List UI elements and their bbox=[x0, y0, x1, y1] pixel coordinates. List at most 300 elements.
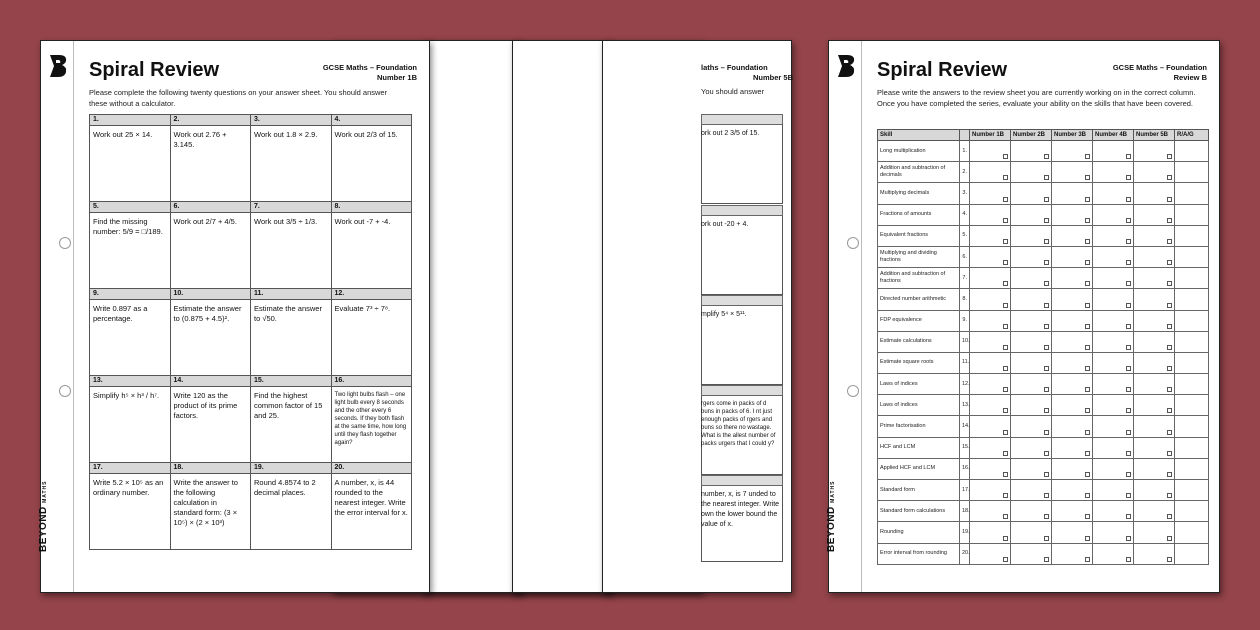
mark-checkbox[interactable] bbox=[1044, 430, 1049, 435]
answer-cell[interactable] bbox=[1093, 395, 1134, 416]
mark-checkbox[interactable] bbox=[1167, 451, 1172, 456]
skill-index: 20. bbox=[960, 543, 970, 564]
mark-checkbox[interactable] bbox=[1003, 154, 1008, 159]
mark-checkbox[interactable] bbox=[1003, 493, 1008, 498]
answer-cell[interactable] bbox=[970, 183, 1011, 204]
mark-checkbox[interactable] bbox=[1044, 303, 1049, 308]
rag-cell[interactable] bbox=[1175, 141, 1209, 162]
answer-cell[interactable] bbox=[1134, 352, 1175, 373]
mark-checkbox[interactable] bbox=[1167, 557, 1172, 562]
back-page-question: rgers come in packs of d buns in packs of 6. I nt just enough packs of rgers and buns so there no wastage. What is the allest number of packs urgers that I could y? bbox=[701, 401, 776, 447]
answer-cell[interactable] bbox=[970, 141, 1011, 162]
mark-checkbox[interactable] bbox=[1085, 514, 1090, 519]
answer-cell[interactable] bbox=[970, 352, 1011, 373]
rag-cell[interactable] bbox=[1175, 437, 1209, 458]
answer-cell[interactable] bbox=[1134, 183, 1175, 204]
answer-cell[interactable] bbox=[1093, 246, 1134, 267]
answer-cell[interactable] bbox=[1011, 374, 1052, 395]
mark-checkbox[interactable] bbox=[1044, 345, 1049, 350]
answer-cell[interactable] bbox=[970, 522, 1011, 543]
question-text: Write 5.2 × 10⁵ as an ordinary number. bbox=[90, 474, 171, 550]
answer-cell[interactable] bbox=[970, 246, 1011, 267]
rag-cell[interactable] bbox=[1175, 543, 1209, 564]
mark-checkbox[interactable] bbox=[1085, 260, 1090, 265]
question-text: Find the highest common factor of 15 and 25. bbox=[251, 387, 332, 463]
answer-cell[interactable] bbox=[1011, 331, 1052, 352]
rag-cell[interactable] bbox=[1175, 395, 1209, 416]
mark-checkbox[interactable] bbox=[1003, 324, 1008, 329]
mark-checkbox[interactable] bbox=[1126, 451, 1131, 456]
mark-checkbox[interactable] bbox=[1167, 281, 1172, 286]
mark-checkbox[interactable] bbox=[1126, 408, 1131, 413]
mark-checkbox[interactable] bbox=[1003, 239, 1008, 244]
answer-cell[interactable] bbox=[1134, 374, 1175, 395]
answer-cell[interactable] bbox=[1134, 522, 1175, 543]
skill-name: Error interval from rounding bbox=[878, 543, 960, 564]
answer-cell[interactable] bbox=[1011, 501, 1052, 522]
answer-cell[interactable] bbox=[1011, 522, 1052, 543]
review-row bbox=[878, 289, 1209, 310]
mark-checkbox[interactable] bbox=[1044, 175, 1049, 180]
answer-cell[interactable] bbox=[1052, 331, 1093, 352]
mark-checkbox[interactable] bbox=[1085, 408, 1090, 413]
skill-name: Multiplying decimals bbox=[878, 183, 960, 204]
answer-cell[interactable] bbox=[970, 480, 1011, 501]
skill-name: Rounding bbox=[878, 522, 960, 543]
mark-checkbox[interactable] bbox=[1085, 536, 1090, 541]
mark-checkbox[interactable] bbox=[1126, 472, 1131, 477]
answer-cell[interactable] bbox=[970, 331, 1011, 352]
mark-checkbox[interactable] bbox=[1126, 260, 1131, 265]
skill-index: 9. bbox=[960, 310, 970, 331]
question-text: Work out 3/5 ÷ 1/3. bbox=[251, 213, 332, 289]
review-column-header: Number 2B bbox=[1011, 130, 1052, 141]
review-column-header: R/A/G bbox=[1175, 130, 1209, 141]
skill-index: 2. bbox=[960, 162, 970, 183]
mark-checkbox[interactable] bbox=[1044, 197, 1049, 202]
skill-name: Directed number arithmetic bbox=[878, 289, 960, 310]
answer-cell[interactable] bbox=[1134, 437, 1175, 458]
answer-cell[interactable] bbox=[1093, 331, 1134, 352]
answer-cell[interactable] bbox=[970, 204, 1011, 225]
answer-cell[interactable] bbox=[1011, 458, 1052, 479]
mark-checkbox[interactable] bbox=[1044, 408, 1049, 413]
rag-cell[interactable] bbox=[1175, 416, 1209, 437]
mark-checkbox[interactable] bbox=[1167, 472, 1172, 477]
question-text: Work out 2/7 + 4/5. bbox=[170, 213, 251, 289]
question-text: Write 0.897 as a percentage. bbox=[90, 300, 171, 376]
answer-cell[interactable] bbox=[1052, 543, 1093, 564]
answer-cell[interactable] bbox=[1011, 225, 1052, 246]
rag-cell[interactable] bbox=[1175, 522, 1209, 543]
answer-cell[interactable] bbox=[1093, 522, 1134, 543]
answer-cell[interactable] bbox=[1011, 480, 1052, 501]
mark-checkbox[interactable] bbox=[1085, 154, 1090, 159]
mark-checkbox[interactable] bbox=[1126, 557, 1131, 562]
skill-name: Equivalent fractions bbox=[878, 225, 960, 246]
mark-checkbox[interactable] bbox=[1126, 175, 1131, 180]
mark-checkbox[interactable] bbox=[1085, 493, 1090, 498]
answer-cell[interactable] bbox=[1093, 352, 1134, 373]
question-text: Work out -7 + -4. bbox=[331, 213, 412, 289]
mark-checkbox[interactable] bbox=[1003, 281, 1008, 286]
question-grid bbox=[89, 114, 412, 550]
mark-checkbox[interactable] bbox=[1044, 451, 1049, 456]
rag-cell[interactable] bbox=[1175, 183, 1209, 204]
answer-cell[interactable] bbox=[970, 437, 1011, 458]
answer-cell[interactable] bbox=[1093, 501, 1134, 522]
rag-cell[interactable] bbox=[1175, 246, 1209, 267]
mark-checkbox[interactable] bbox=[1003, 408, 1008, 413]
mark-checkbox[interactable] bbox=[1044, 557, 1049, 562]
answer-cell[interactable] bbox=[970, 458, 1011, 479]
mark-checkbox[interactable] bbox=[1167, 239, 1172, 244]
question-number: 13. bbox=[90, 376, 171, 387]
mark-checkbox[interactable] bbox=[1044, 514, 1049, 519]
back-page-question: ork out 2 3/5 of 15. bbox=[701, 130, 760, 137]
answer-cell[interactable] bbox=[1052, 416, 1093, 437]
answer-cell[interactable] bbox=[1052, 268, 1093, 289]
answer-cell[interactable] bbox=[1011, 352, 1052, 373]
mark-checkbox[interactable] bbox=[1167, 430, 1172, 435]
mark-checkbox[interactable] bbox=[1085, 175, 1090, 180]
answer-cell[interactable] bbox=[1134, 458, 1175, 479]
mark-checkbox[interactable] bbox=[1126, 239, 1131, 244]
mark-checkbox[interactable] bbox=[1126, 345, 1131, 350]
answer-cell[interactable] bbox=[1011, 268, 1052, 289]
review-row bbox=[878, 162, 1209, 183]
answer-cell[interactable] bbox=[1052, 246, 1093, 267]
answer-cell[interactable] bbox=[1052, 352, 1093, 373]
question-text: Work out 2.76 + 3.145. bbox=[170, 126, 251, 202]
question-text: Estimate the answer to (0.875 + 4.5)². bbox=[170, 300, 251, 376]
answer-cell[interactable] bbox=[970, 162, 1011, 183]
answer-cell[interactable] bbox=[1093, 458, 1134, 479]
skill-name: Standard form bbox=[878, 480, 960, 501]
question-number: 7. bbox=[251, 202, 332, 213]
skill-name: Estimate square roots bbox=[878, 352, 960, 373]
mark-checkbox[interactable] bbox=[1167, 154, 1172, 159]
answer-cell[interactable] bbox=[1134, 246, 1175, 267]
answer-cell[interactable] bbox=[970, 416, 1011, 437]
mark-checkbox[interactable] bbox=[1167, 408, 1172, 413]
answer-cell[interactable] bbox=[1134, 501, 1175, 522]
question-number: 5. bbox=[90, 202, 171, 213]
mark-checkbox[interactable] bbox=[1003, 557, 1008, 562]
mark-checkbox[interactable] bbox=[1126, 281, 1131, 286]
mark-checkbox[interactable] bbox=[1167, 197, 1172, 202]
question-number: 16. bbox=[331, 376, 412, 387]
mark-checkbox[interactable] bbox=[1126, 387, 1131, 392]
rag-cell[interactable] bbox=[1175, 289, 1209, 310]
question-number: 1. bbox=[90, 115, 171, 126]
mark-checkbox[interactable] bbox=[1003, 430, 1008, 435]
mark-checkbox[interactable] bbox=[1167, 175, 1172, 180]
mark-checkbox[interactable] bbox=[1044, 472, 1049, 477]
skill-name: FDP equivalence bbox=[878, 310, 960, 331]
mark-checkbox[interactable] bbox=[1167, 536, 1172, 541]
answer-cell[interactable] bbox=[1011, 246, 1052, 267]
question-text: Evaluate 7³ ÷ 7⁸. bbox=[331, 300, 412, 376]
answer-cell[interactable] bbox=[1134, 310, 1175, 331]
question-number: 14. bbox=[170, 376, 251, 387]
mark-checkbox[interactable] bbox=[1167, 218, 1172, 223]
answer-cell[interactable] bbox=[1052, 374, 1093, 395]
answer-cell[interactable] bbox=[1093, 268, 1134, 289]
mark-checkbox[interactable] bbox=[1126, 303, 1131, 308]
review-row bbox=[878, 268, 1209, 289]
skill-name: HCF and LCM bbox=[878, 437, 960, 458]
answer-cell[interactable] bbox=[1134, 225, 1175, 246]
mark-checkbox[interactable] bbox=[1085, 239, 1090, 244]
answer-cell[interactable] bbox=[1052, 162, 1093, 183]
question-number: 19. bbox=[251, 463, 332, 474]
answer-cell[interactable] bbox=[1134, 480, 1175, 501]
mark-checkbox[interactable] bbox=[1126, 218, 1131, 223]
answer-cell[interactable] bbox=[1093, 204, 1134, 225]
answer-cell[interactable] bbox=[970, 374, 1011, 395]
answer-cell[interactable] bbox=[1052, 225, 1093, 246]
question-number: 2. bbox=[170, 115, 251, 126]
answer-cell[interactable] bbox=[1052, 501, 1093, 522]
question-text: Work out 2/3 of 15. bbox=[331, 126, 412, 202]
answer-cell[interactable] bbox=[1093, 141, 1134, 162]
review-row bbox=[878, 331, 1209, 352]
answer-cell[interactable] bbox=[1011, 416, 1052, 437]
mark-checkbox[interactable] bbox=[1085, 451, 1090, 456]
rag-cell[interactable] bbox=[1175, 480, 1209, 501]
mark-checkbox[interactable] bbox=[1044, 366, 1049, 371]
answer-cell[interactable] bbox=[1093, 289, 1134, 310]
question-text: A number, x, is 44 rounded to the nearest integer. Write the error interval for x. bbox=[331, 474, 412, 550]
back-page-instructions: You should answer bbox=[701, 87, 765, 96]
rag-cell[interactable] bbox=[1175, 268, 1209, 289]
mark-checkbox[interactable] bbox=[1085, 387, 1090, 392]
mark-checkbox[interactable] bbox=[1085, 218, 1090, 223]
mark-checkbox[interactable] bbox=[1003, 366, 1008, 371]
answer-cell[interactable] bbox=[1052, 204, 1093, 225]
answer-cell[interactable] bbox=[1011, 437, 1052, 458]
mark-checkbox[interactable] bbox=[1003, 197, 1008, 202]
back-page-number-row bbox=[701, 114, 783, 125]
question-number: 10. bbox=[170, 289, 251, 300]
answer-cell[interactable] bbox=[1134, 331, 1175, 352]
review-row bbox=[878, 183, 1209, 204]
rag-cell[interactable] bbox=[1175, 331, 1209, 352]
skill-index: 4. bbox=[960, 204, 970, 225]
answer-cell[interactable] bbox=[970, 268, 1011, 289]
rag-cell[interactable] bbox=[1175, 352, 1209, 373]
sidebar bbox=[826, 41, 862, 592]
instructions: Please complete the following twenty questions on your answer sheet. You should answer these without a calculator. bbox=[89, 88, 388, 108]
answer-cell[interactable] bbox=[1011, 310, 1052, 331]
answer-cell[interactable] bbox=[1052, 183, 1093, 204]
review-row bbox=[878, 522, 1209, 543]
answer-cell[interactable] bbox=[1134, 204, 1175, 225]
answer-cell[interactable] bbox=[1052, 458, 1093, 479]
answer-cell[interactable] bbox=[1011, 395, 1052, 416]
answer-cell[interactable] bbox=[1134, 268, 1175, 289]
question-number: 11. bbox=[251, 289, 332, 300]
mark-checkbox[interactable] bbox=[1003, 514, 1008, 519]
rag-cell[interactable] bbox=[1175, 204, 1209, 225]
question-text: Round 4.8574 to 2 decimal places. bbox=[251, 474, 332, 550]
question-number: 4. bbox=[331, 115, 412, 126]
mark-checkbox[interactable] bbox=[1044, 493, 1049, 498]
question-number: 12. bbox=[331, 289, 412, 300]
skill-name: Addition and subtraction of decimals bbox=[878, 162, 960, 183]
rag-cell[interactable] bbox=[1175, 162, 1209, 183]
back-page-number-row bbox=[701, 295, 783, 306]
mark-checkbox[interactable] bbox=[1003, 387, 1008, 392]
mark-checkbox[interactable] bbox=[1003, 536, 1008, 541]
answer-cell[interactable] bbox=[1052, 289, 1093, 310]
answer-cell[interactable] bbox=[970, 501, 1011, 522]
mark-checkbox[interactable] bbox=[1167, 260, 1172, 265]
mark-checkbox[interactable] bbox=[1167, 345, 1172, 350]
answer-cell[interactable] bbox=[1011, 162, 1052, 183]
answer-cell[interactable] bbox=[1011, 204, 1052, 225]
mark-checkbox[interactable] bbox=[1167, 303, 1172, 308]
rag-cell[interactable] bbox=[1175, 310, 1209, 331]
mark-checkbox[interactable] bbox=[1085, 366, 1090, 371]
answer-cell[interactable] bbox=[1052, 480, 1093, 501]
mark-checkbox[interactable] bbox=[1126, 536, 1131, 541]
answer-cell[interactable] bbox=[970, 543, 1011, 564]
answer-cell[interactable] bbox=[1052, 437, 1093, 458]
mark-checkbox[interactable] bbox=[1085, 197, 1090, 202]
question-text: Work out 25 × 14. bbox=[90, 126, 171, 202]
mark-checkbox[interactable] bbox=[1085, 324, 1090, 329]
answer-cell[interactable] bbox=[1134, 543, 1175, 564]
rag-cell[interactable] bbox=[1175, 458, 1209, 479]
mark-checkbox[interactable] bbox=[1085, 557, 1090, 562]
skill-index: 3. bbox=[960, 183, 970, 204]
answer-cell[interactable] bbox=[970, 289, 1011, 310]
answer-cell[interactable] bbox=[1093, 162, 1134, 183]
answer-cell[interactable] bbox=[970, 395, 1011, 416]
skill-name: Laws of indices bbox=[878, 395, 960, 416]
question-text: Two light bulbs flash – one light bulb every 8 seconds and the other every 6 seconds. If they both flash at the same time, how long until they flash together again? bbox=[331, 387, 412, 463]
rag-cell[interactable] bbox=[1175, 501, 1209, 522]
answer-cell[interactable] bbox=[1134, 141, 1175, 162]
mark-checkbox[interactable] bbox=[1167, 387, 1172, 392]
answer-cell[interactable] bbox=[1011, 141, 1052, 162]
answer-cell[interactable] bbox=[1093, 225, 1134, 246]
answer-cell[interactable] bbox=[1134, 416, 1175, 437]
question-text: Write 120 as the product of its prime factors. bbox=[170, 387, 251, 463]
review-row bbox=[878, 204, 1209, 225]
review-row bbox=[878, 543, 1209, 564]
mark-checkbox[interactable] bbox=[1167, 493, 1172, 498]
mark-checkbox[interactable] bbox=[1003, 451, 1008, 456]
back-page-number: Number 5B bbox=[752, 73, 793, 82]
mark-checkbox[interactable] bbox=[1126, 324, 1131, 329]
review-column-header bbox=[960, 130, 970, 141]
answer-cell[interactable] bbox=[1093, 183, 1134, 204]
review-row bbox=[878, 141, 1209, 162]
review-row bbox=[878, 395, 1209, 416]
review-instructions: Please write the answers to the review sheet you are currently working on in the correct column. Once you have completed the series, evaluate your ability on the skills that have been covered. bbox=[877, 88, 1196, 108]
skill-index: 8. bbox=[960, 289, 970, 310]
review-row bbox=[878, 480, 1209, 501]
skill-index: 18. bbox=[960, 501, 970, 522]
mark-checkbox[interactable] bbox=[1003, 345, 1008, 350]
skill-index: 19. bbox=[960, 522, 970, 543]
answer-cell[interactable] bbox=[1093, 437, 1134, 458]
mark-checkbox[interactable] bbox=[1085, 281, 1090, 286]
answer-cell[interactable] bbox=[1134, 395, 1175, 416]
mark-checkbox[interactable] bbox=[1044, 260, 1049, 265]
mark-checkbox[interactable] bbox=[1085, 430, 1090, 435]
answer-cell[interactable] bbox=[1011, 543, 1052, 564]
beyond-b-logo-icon bbox=[47, 53, 69, 79]
mark-checkbox[interactable] bbox=[1044, 536, 1049, 541]
back-page-number-row bbox=[701, 385, 783, 396]
mark-checkbox[interactable] bbox=[1044, 239, 1049, 244]
mark-checkbox[interactable] bbox=[1003, 175, 1008, 180]
skill-name: Multiplying and dividing fractions bbox=[878, 246, 960, 267]
mark-checkbox[interactable] bbox=[1167, 324, 1172, 329]
skill-index: 1. bbox=[960, 141, 970, 162]
mark-checkbox[interactable] bbox=[1044, 324, 1049, 329]
answer-cell[interactable] bbox=[1134, 289, 1175, 310]
review-row bbox=[878, 416, 1209, 437]
mark-checkbox[interactable] bbox=[1003, 303, 1008, 308]
mark-checkbox[interactable] bbox=[1044, 387, 1049, 392]
answer-cell[interactable] bbox=[1093, 416, 1134, 437]
answer-cell[interactable] bbox=[1093, 310, 1134, 331]
answer-cell[interactable] bbox=[1052, 141, 1093, 162]
back-page-number-row bbox=[701, 475, 783, 486]
answer-cell[interactable] bbox=[970, 225, 1011, 246]
answer-cell[interactable] bbox=[1134, 162, 1175, 183]
answer-cell[interactable] bbox=[1093, 374, 1134, 395]
answer-cell[interactable] bbox=[1093, 480, 1134, 501]
mark-checkbox[interactable] bbox=[1167, 514, 1172, 519]
answer-cell[interactable] bbox=[1052, 395, 1093, 416]
mark-checkbox[interactable] bbox=[1085, 472, 1090, 477]
answer-cell[interactable] bbox=[1011, 183, 1052, 204]
mark-checkbox[interactable] bbox=[1085, 303, 1090, 308]
mark-checkbox[interactable] bbox=[1126, 197, 1131, 202]
mark-checkbox[interactable] bbox=[1044, 218, 1049, 223]
mark-checkbox[interactable] bbox=[1085, 345, 1090, 350]
answer-cell[interactable] bbox=[970, 310, 1011, 331]
mark-checkbox[interactable] bbox=[1126, 430, 1131, 435]
question-number: 8. bbox=[331, 202, 412, 213]
answer-cell[interactable] bbox=[1052, 522, 1093, 543]
mark-checkbox[interactable] bbox=[1167, 366, 1172, 371]
mark-checkbox[interactable] bbox=[1003, 472, 1008, 477]
mark-checkbox[interactable] bbox=[1126, 154, 1131, 159]
review-column-header: Number 4B bbox=[1093, 130, 1134, 141]
rag-cell[interactable] bbox=[1175, 374, 1209, 395]
mark-checkbox[interactable] bbox=[1003, 260, 1008, 265]
mark-checkbox[interactable] bbox=[1003, 218, 1008, 223]
review-subtitle: GCSE Maths – Foundation Review B bbox=[1112, 63, 1207, 82]
mark-checkbox[interactable] bbox=[1126, 493, 1131, 498]
mark-checkbox[interactable] bbox=[1126, 366, 1131, 371]
mark-checkbox[interactable] bbox=[1126, 514, 1131, 519]
answer-cell[interactable] bbox=[1011, 289, 1052, 310]
mark-checkbox[interactable] bbox=[1044, 154, 1049, 159]
answer-cell[interactable] bbox=[1093, 543, 1134, 564]
rag-cell[interactable] bbox=[1175, 225, 1209, 246]
question-text: Write the answer to the following calculation in standard form: (3 × 10⁵) × (2 × 10³) bbox=[170, 474, 251, 550]
answer-cell[interactable] bbox=[1052, 310, 1093, 331]
mark-checkbox[interactable] bbox=[1044, 281, 1049, 286]
